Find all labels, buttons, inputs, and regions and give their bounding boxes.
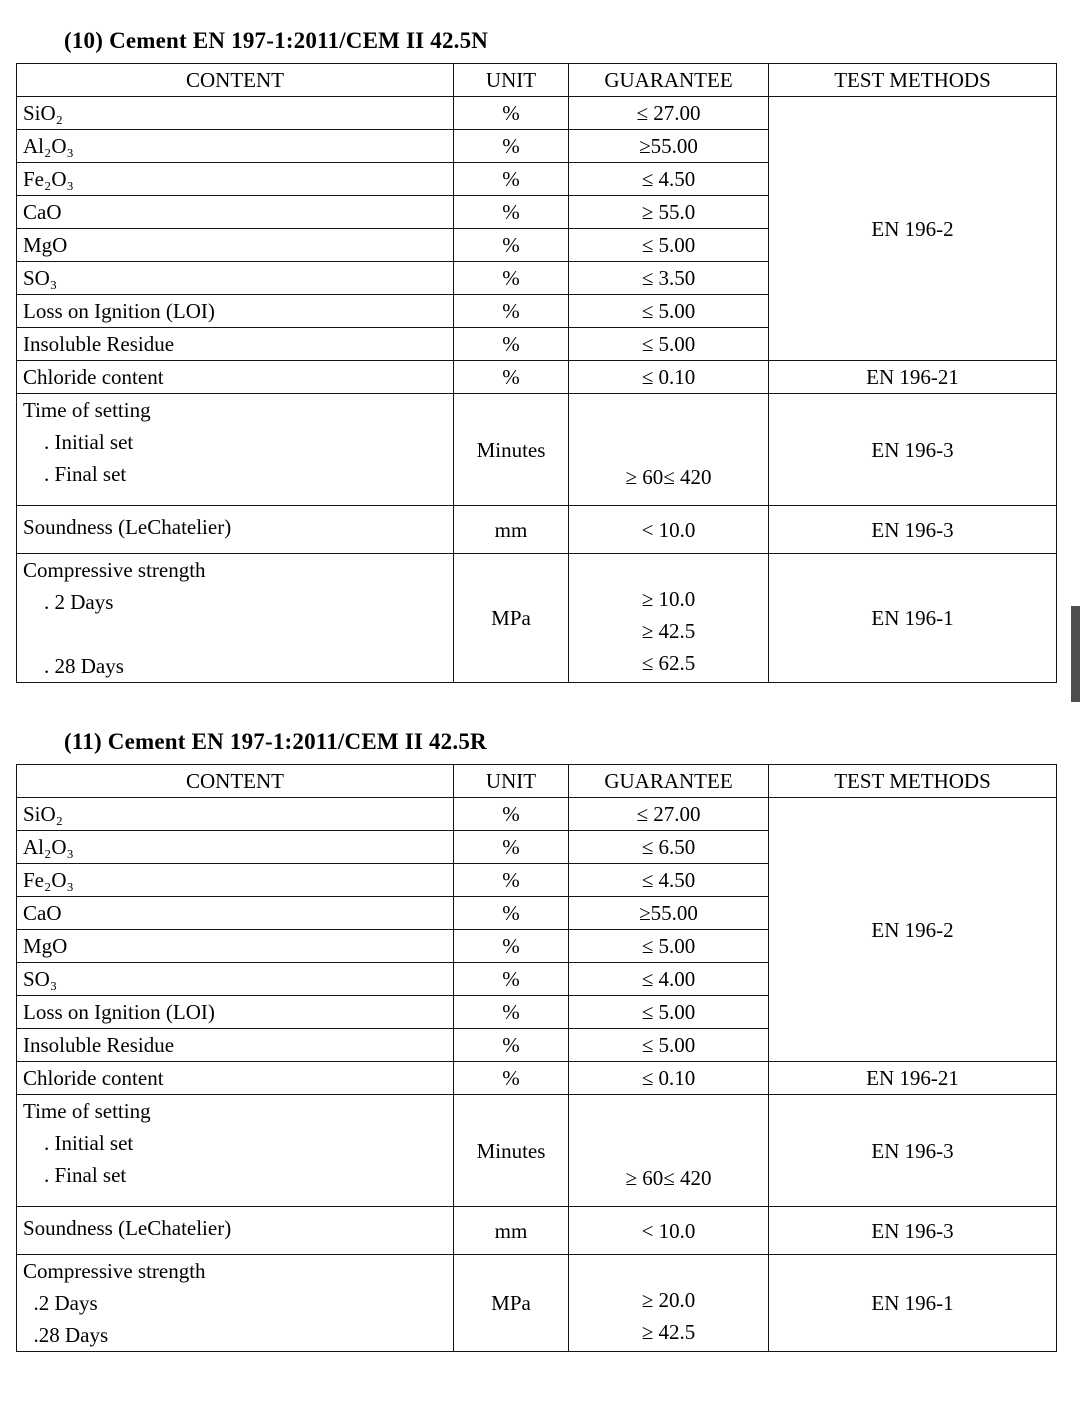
table-row [17,361,1057,394]
unit-cell: MPa [454,1255,569,1352]
header-unit: UNIT [454,64,569,97]
unit-cell: % [454,798,569,831]
guarantee-cell [569,963,769,996]
header-test-methods: TEST METHODS [769,64,1057,97]
table-11-body [17,798,1057,1352]
cell-line: < 10.0 [641,1218,696,1243]
cement-spec-table-10 [16,63,1057,683]
guarantee-cell [569,897,769,930]
cell-line: ≥ 20.0 [641,1288,696,1312]
cell-line: ≤ 0.10 [641,365,696,389]
method-cell: EN 196-3 [769,506,1057,554]
table-10-title: (10) Cement EN 197-1:2011/CEM II 42.5N [64,28,489,53]
unit-cell: Minutes [454,394,569,506]
guarantee-cell [569,798,769,831]
content-cell [17,1207,454,1255]
guarantee-cell [569,831,769,864]
cell-line: Insoluble Residue [23,332,175,356]
cell-line: Insoluble Residue [23,1033,175,1057]
cell-line: ≥55.00 [639,134,698,158]
method-cell: EN 196-3 [769,1207,1057,1255]
cell-line: ≤ 5.00 [641,299,696,323]
unit-cell: % [454,295,569,328]
cell-line: . Initial set [23,1131,134,1155]
cell-line: Al₂O₃ [23,134,74,158]
table-row [17,1095,1057,1207]
method-cell: EN 196-3 [769,1095,1057,1207]
cell-line: SO₃ [23,967,58,991]
content-cell [17,394,454,506]
guarantee-cell [569,864,769,897]
cell-line: ≤ 4.50 [641,167,696,191]
cell-line: CaO [23,200,62,224]
content-cell [17,930,454,963]
table-row [17,97,1057,130]
cell-line: Chloride content [23,1066,164,1090]
cell-line: ≤ 62.5 [641,651,696,675]
cell-line: Al₂O₃ [23,835,74,859]
cell-line: . Final set [23,462,127,486]
cell-line: ≤ 5.00 [641,233,696,257]
content-cell [17,831,454,864]
unit-cell: % [454,930,569,963]
cell-line: < 10.0 [641,517,696,542]
unit-cell: % [454,229,569,262]
cell-line [23,618,447,650]
guarantee-cell [569,262,769,295]
unit-cell: % [454,196,569,229]
cell-line: ≤ 5.00 [641,1000,696,1024]
guarantee-cell [569,229,769,262]
content-cell [17,963,454,996]
cell-line: Compressive strength [23,1259,206,1283]
content-cell [17,196,454,229]
cell-line: MgO [23,934,68,958]
content-cell [17,996,454,1029]
table-11-title: (11) Cement EN 197-1:2011/CEM II 42.5R [64,729,487,754]
content-cell [17,229,454,262]
unit-cell: % [454,361,569,394]
guarantee-cell [569,996,769,1029]
unit-cell: % [454,963,569,996]
guarantee-cell [569,394,769,506]
unit-cell: % [454,262,569,295]
cell-line: ≤ 27.00 [636,101,701,125]
content-cell [17,554,454,683]
content-cell [17,1029,454,1062]
cell-line: ≤ 4.00 [641,967,696,991]
cell-line: Soundness (LeChatelier) [23,515,232,539]
guarantee-cell [569,1207,769,1255]
header-test-methods: TEST METHODS [769,765,1057,798]
guarantee-cell [569,554,769,683]
guarantee-cell [569,1095,769,1207]
unit-cell: % [454,897,569,930]
table-row [17,506,1057,554]
cell-line: SiO₂ [23,802,64,826]
cell-line: ≤ 0.10 [641,1066,696,1090]
header-unit: UNIT [454,765,569,798]
cell-line: ≥55.00 [639,901,698,925]
unit-cell: Minutes [454,1095,569,1207]
cell-line: ≤ 27.00 [636,802,701,826]
cell-line: Loss on Ignition (LOI) [23,1000,215,1024]
guarantee-cell [569,1029,769,1062]
cement-spec-table-11 [16,764,1057,1352]
guarantee-cell [569,97,769,130]
unit-cell: % [454,130,569,163]
guarantee-cell [569,196,769,229]
cell-line: ≥ 60≤ 420 [625,1166,712,1190]
cell-line: MgO [23,233,68,257]
content-cell [17,897,454,930]
unit-cell: % [454,328,569,361]
cell-line: ≥ 42.5 [641,619,696,643]
guarantee-cell [569,295,769,328]
method-cell: EN 196-2 [769,798,1057,1062]
cement-section-10 [16,28,1056,683]
cell-line: Time of setting [23,398,151,422]
cell-line: ≥ 60≤ 420 [625,465,712,489]
header-row [17,64,1057,97]
table-row [17,1255,1057,1352]
unit-cell: mm [454,506,569,554]
cell-line: .2 Days [23,1291,98,1315]
guarantee-cell [569,930,769,963]
method-cell: EN 196-21 [769,1062,1057,1095]
guarantee-cell [569,328,769,361]
guarantee-cell [569,163,769,196]
unit-cell: mm [454,1207,569,1255]
header-content: CONTENT [17,765,454,798]
cell-line: .28 Days [23,1323,109,1347]
method-cell: EN 196-21 [769,361,1057,394]
header-row [17,765,1057,798]
content-cell [17,361,454,394]
cell-line: ≥ 55.0 [641,200,696,224]
content-cell [17,163,454,196]
cell-line: ≤ 4.50 [641,868,696,892]
unit-cell: % [454,1029,569,1062]
content-cell [17,295,454,328]
scrollbar-thumb[interactable] [1071,606,1080,702]
cell-line: Fe₂O₃ [23,868,74,892]
table-row [17,394,1057,506]
table-row [17,798,1057,831]
content-cell [17,864,454,897]
unit-cell: MPa [454,554,569,683]
unit-cell: % [454,1062,569,1095]
header-content: CONTENT [17,64,454,97]
cell-line: Compressive strength [23,558,206,582]
method-cell: EN 196-1 [769,554,1057,683]
header-guarantee: GUARANTEE [569,64,769,97]
cell-line: ≥ 42.5 [641,1320,696,1344]
method-cell: EN 196-2 [769,97,1057,361]
guarantee-cell [569,1255,769,1352]
content-cell [17,506,454,554]
cell-line: ≥ 10.0 [641,587,696,611]
cell-line: Loss on Ignition (LOI) [23,299,215,323]
cell-line: ≤ 5.00 [641,1033,696,1057]
cell-line: ≤ 5.00 [641,934,696,958]
content-cell [17,1062,454,1095]
guarantee-cell [569,130,769,163]
content-cell [17,1255,454,1352]
header-guarantee: GUARANTEE [569,765,769,798]
table-row [17,1062,1057,1095]
table-10-body [17,97,1057,683]
cell-line: . 28 Days [23,654,124,678]
unit-cell: % [454,864,569,897]
unit-cell: % [454,996,569,1029]
guarantee-cell [569,506,769,554]
cell-line: . Final set [23,1163,127,1187]
cell-line: SO₃ [23,266,58,290]
table-row [17,554,1057,683]
cell-line: ≤ 5.00 [641,332,696,356]
method-cell: EN 196-3 [769,394,1057,506]
content-cell [17,798,454,831]
content-cell [17,262,454,295]
cell-line: CaO [23,901,62,925]
cement-section-11 [16,729,1056,1352]
cell-line: ≤ 6.50 [641,835,696,859]
content-cell [17,328,454,361]
cell-line: Fe₂O₃ [23,167,74,191]
content-cell [17,130,454,163]
cell-line: SiO₂ [23,101,64,125]
guarantee-cell [569,1062,769,1095]
unit-cell: % [454,831,569,864]
cell-line: Time of setting [23,1099,151,1123]
table-row [17,1207,1057,1255]
cell-line: . 2 Days [23,590,114,614]
cell-line: Chloride content [23,365,164,389]
content-cell [17,97,454,130]
method-cell: EN 196-1 [769,1255,1057,1352]
cell-line: Soundness (LeChatelier) [23,1216,232,1240]
cell-line: . Initial set [23,430,134,454]
unit-cell: % [454,97,569,130]
guarantee-cell [569,361,769,394]
unit-cell: % [454,163,569,196]
content-cell [17,1095,454,1207]
cell-line: ≤ 3.50 [641,266,696,290]
